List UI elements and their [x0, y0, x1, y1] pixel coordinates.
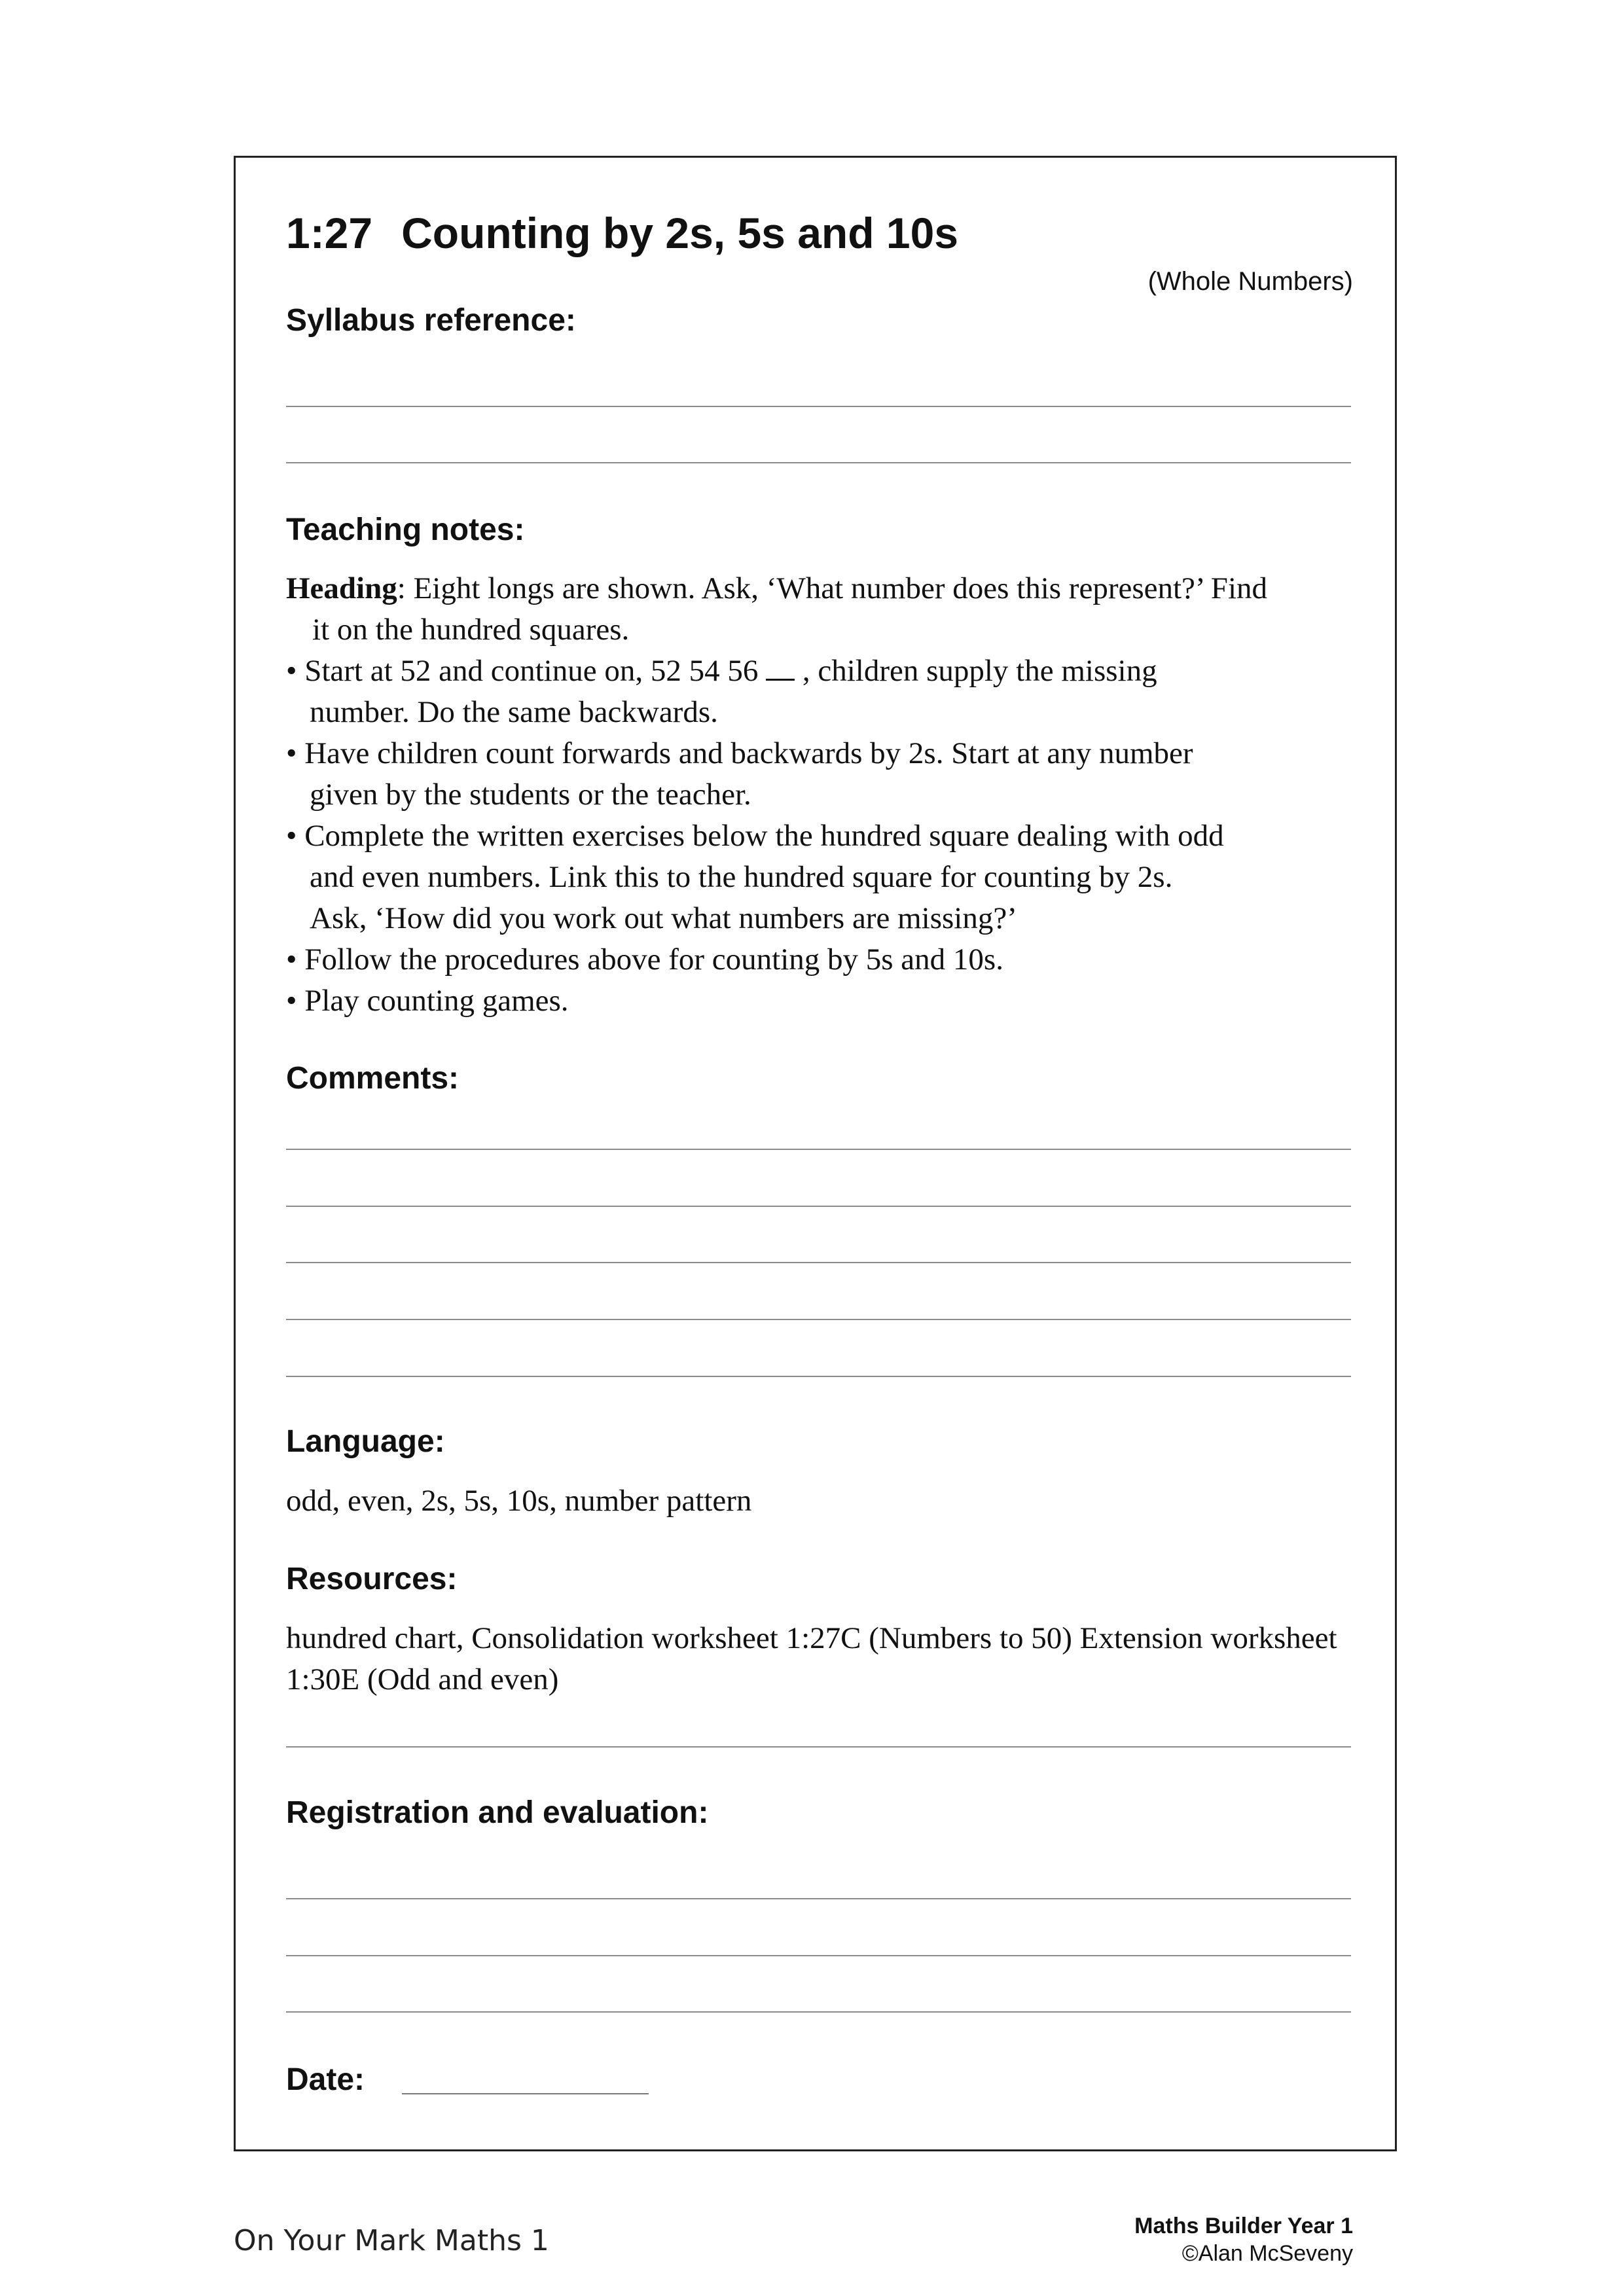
bullet-1	[286, 651, 1267, 692]
bullet-3-cont-2: Ask, ‘How did you work out what numbers are missing?’	[310, 901, 1017, 935]
bullet-3: • Complete the written exercises below the hundred square dealing with odd	[286, 819, 1224, 853]
lesson-number: 1:27	[286, 209, 373, 257]
language-heading: Language:	[286, 1424, 445, 1459]
heading-label: Heading	[286, 571, 397, 605]
syllabus-heading: Syllabus reference:	[286, 303, 576, 338]
language-text: odd, even, 2s, 5s, 10s, number pattern	[286, 1484, 752, 1518]
footer-series-name: On Your Mark Maths 1	[234, 2224, 549, 2257]
comments-heading: Comments:	[286, 1061, 460, 1096]
bullet-1-cont: number. Do the same backwards.	[310, 695, 718, 729]
date-label: Date:	[286, 2062, 365, 2097]
heading-note	[286, 568, 1267, 609]
teaching-notes-heading: Teaching notes:	[286, 512, 525, 547]
registration-line-1[interactable]	[286, 1898, 1351, 1899]
resources-line[interactable]	[286, 1746, 1351, 1748]
teaching-notes-body	[286, 568, 1267, 1022]
date-field-line[interactable]	[402, 2093, 649, 2094]
topic-subtitle: (Whole Numbers)	[1147, 267, 1353, 296]
syllabus-line-1[interactable]	[286, 406, 1351, 407]
resources-text: hundred chart, Consolidation worksheet 1:27C (Numbers to 50) Extension worksheet 1:30E (Odd and even)	[286, 1621, 1337, 1696]
missing-number-blank	[766, 659, 795, 681]
registration-line-2[interactable]	[286, 1955, 1351, 1956]
comments-line-2[interactable]	[286, 1206, 1351, 1207]
resources-heading: Resources:	[286, 1562, 458, 1596]
comments-line-4[interactable]	[286, 1319, 1351, 1320]
registration-heading: Registration and evaluation:	[286, 1795, 709, 1830]
lesson-title: Counting by 2s, 5s and 10s	[401, 209, 958, 257]
bullet-3-cont: and even numbers. Link this to the hundred square for counting by 2s.	[310, 860, 1173, 894]
heading-note-text: : Eight longs are shown. Ask, ‘What number does this represent?’ Find	[397, 571, 1268, 605]
footer-credits	[1134, 2212, 1353, 2267]
page-title	[286, 208, 958, 258]
bullet-1-text-b: , children supply the missing	[795, 654, 1157, 688]
registration-line-3[interactable]	[286, 2011, 1351, 2013]
bullet-1-text-a: • Start at 52 and continue on, 52 54 56	[286, 654, 767, 688]
bullet-5: • Play counting games.	[286, 984, 569, 1018]
page-border	[234, 156, 1397, 2151]
comments-line-3[interactable]	[286, 1262, 1351, 1263]
footer-copyright: ©Alan McSeveny	[1182, 2241, 1353, 2266]
bullet-4: • Follow the procedures above for counting by 5s and 10s.	[286, 942, 1003, 977]
heading-note-cont: it on the hundred squares.	[312, 613, 630, 647]
bullet-2-cont: given by the students or the teacher.	[310, 778, 751, 812]
syllabus-line-2[interactable]	[286, 462, 1351, 463]
comments-line-5[interactable]	[286, 1376, 1351, 1377]
footer-book-title: Maths Builder Year 1	[1134, 2214, 1353, 2238]
comments-line-1[interactable]	[286, 1149, 1351, 1150]
bullet-2: • Have children count forwards and backwards by 2s. Start at any number	[286, 736, 1193, 770]
